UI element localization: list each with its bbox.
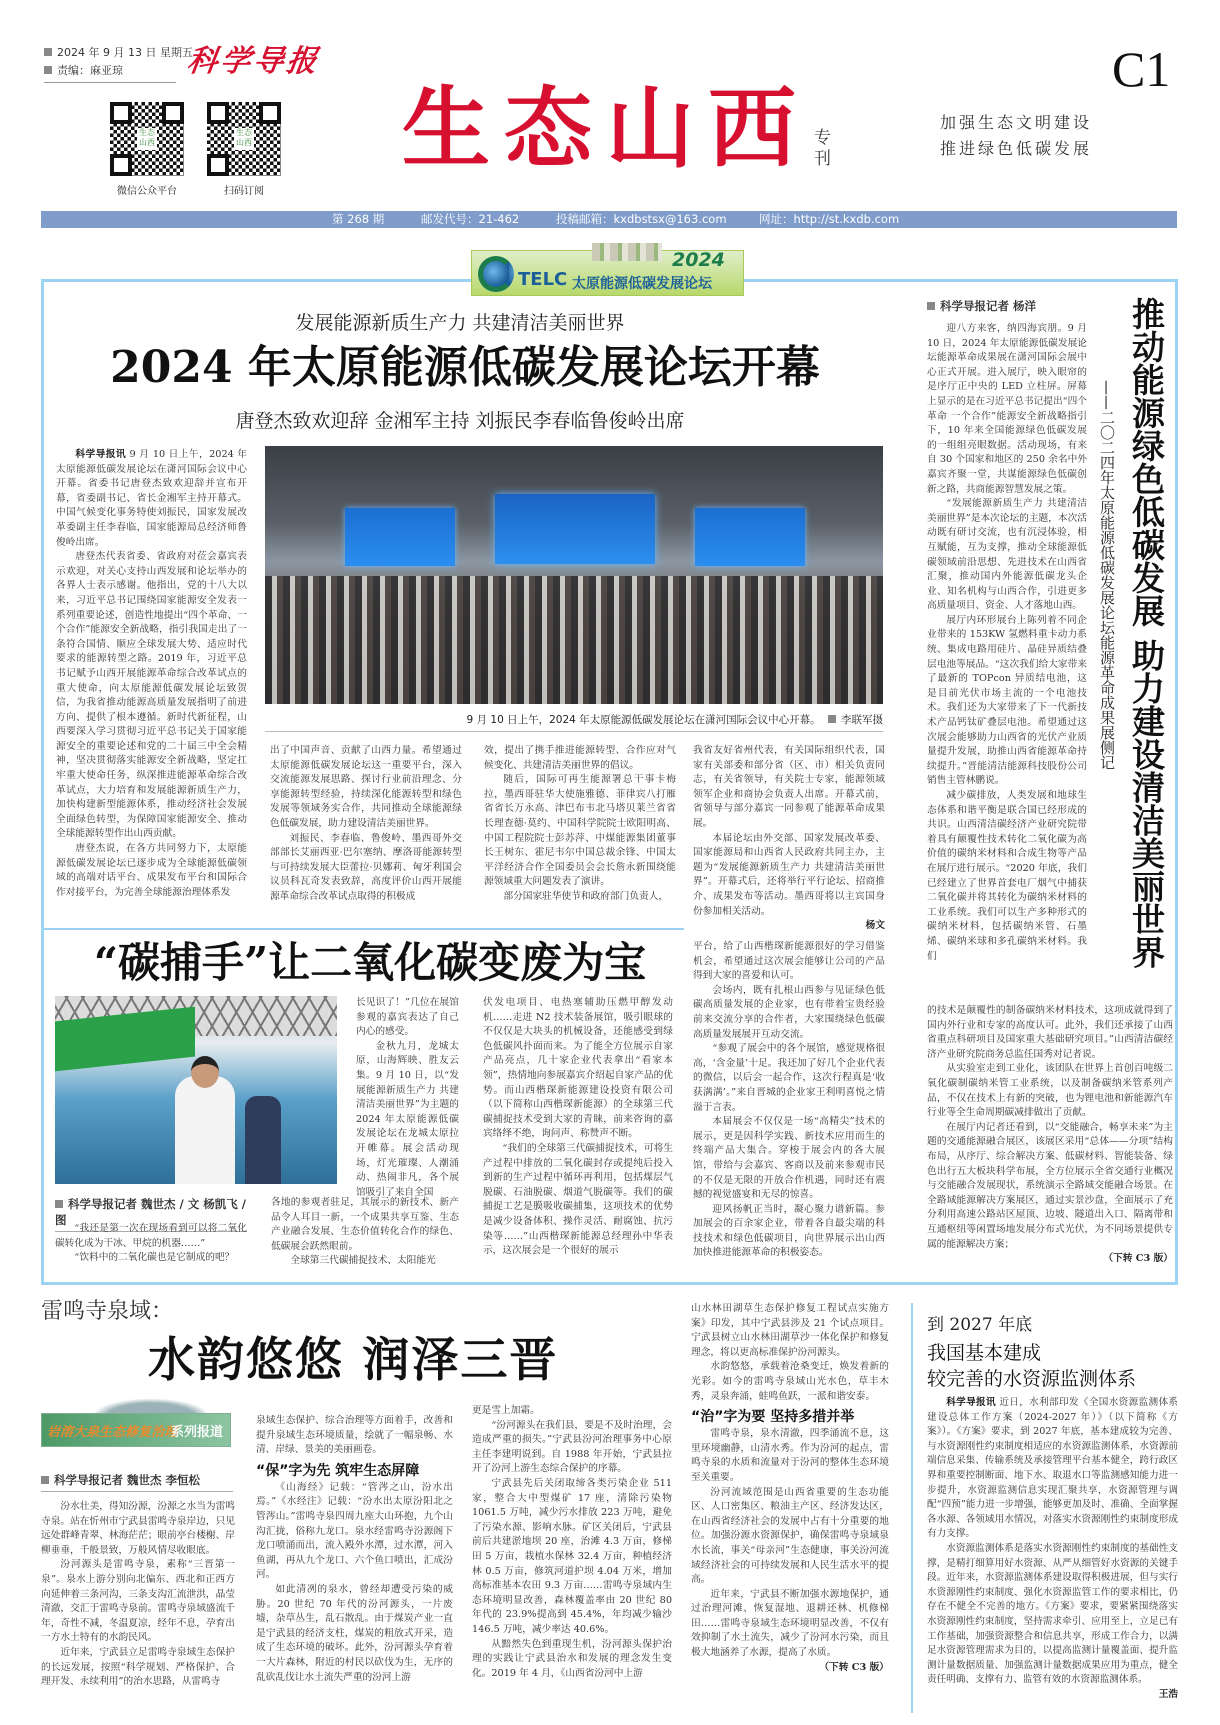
side-subtitle-vertical: ——二〇二四年太原能源低碳发展论坛能源革命成果展侧记 [1098, 380, 1116, 770]
main-article-col-1 [56, 448, 247, 900]
carbon-col-narrow [356, 996, 459, 1200]
section-heading: “治”字为要 坚持多措并举 [691, 1409, 855, 1426]
exhibition-photo[interactable] [55, 996, 337, 1184]
carbon-headline: “碳捕手”让二氧化碳变废为宝 [93, 938, 647, 987]
audience [265, 576, 883, 704]
paragraph: 唐登杰代表省委、省政府对莅会嘉宾表示欢迎，对关心支持山西发展和论坛举办的各界人士表示感谢。他指出，党的十八大以来，习近平总书记围绕国家能源安全发表一系列重要论述，创造性地提出“四个革命、一个合作”能源安全新战略，指引我国走出了一条符合国情、顺应全球发展大势、适应时代要求的能源转型之路。2019 年，习近平总书记赋予山西开展能源革命综合改革试点的重大使命，向太原能源低碳发展论坛致贺信，为我省推动能源高质量发展指明了前进方向、提供了根本遵循。新时代新征程，山西要深入学习贯彻习近平总书记关于国家能源安全的重要论述和党的二十届三中全会精神，坚决贯彻落实能源安全新战略，坚定扛牢重大使命任务，纵深推进能源革命综合改革试点，大力培育和发展能源新质生产力，加快构建新型能源体系，推动经济社会发展全面绿色转型，为保障国家能源安全、推动全球能源转型作出山西贡献。 [56, 551, 247, 840]
date-text: 2024 年 9 月 13 日 星期五 [57, 46, 193, 59]
monitoring-headline-1: 我国基本建成 [927, 1342, 1042, 1364]
bullet-square [55, 1200, 63, 1208]
paragraph: 我省友好省州代表，有关国际组织代表，国家有关部委和部分省（区、市）相关负责同志，有关省领导，有关院士专家，能源领域领军企业和商协会负责人出席。开幕式前，省领导与部分嘉宾一同参观了能源革命成果展。 [693, 745, 885, 829]
water-col-3 [472, 1404, 672, 1681]
paragraph: 9 月 10 日上午，2024 年太原能源低碳发展论坛在潇河国际会议中心开幕。省委书记唐登杰致欢迎辞并宣布开幕，省委副书记、省长金湘军主持开幕式。中国气候变化事务特使刘振民，国家发展改革委副主任李春临，国家能源局总经济师鲁俊岭出席。 [56, 449, 247, 548]
city-skyline-graphic [592, 243, 662, 261]
main-deck: 唐登杰致欢迎辞 金湘军主持 刘振民李春临鲁俊岭出席 [235, 410, 685, 432]
paragraph: 雷鸣寺泉，泉水清澈，四季涌流不息，这里环境幽静，山清水秀。作为汾河的起点，雷鸣寺泉的水质和流量对于汾河的整体生态环境至关重要。 [691, 1428, 889, 1483]
qr-code-subscribe[interactable] [205, 100, 283, 178]
paragraph: 迎风扬帆正当时，凝心聚力谱新篇。参加展会的百余家企业，带着各自最尖端的科技技术和绿色低碳项目，向世界展示出山西加快推进能源革命的积极姿态。 [693, 1203, 885, 1259]
paragraph: 本届展会不仅仅是一场“高精尖”技术的展示，更是因科学实践、新技术应用而生的终端产品大集合。穿梭于展会内的各大展馆，带给与会嘉宾、客商以及前来参观市民的不仅是无限的开放合作机遇，同时还有震撼的视觉盛宴和无尽的惊喜。 [693, 1116, 885, 1201]
paragraph: 刘振民、李春临、鲁俊岭、墨西哥外交部部长艾丽西亚·巴尔塞纳、摩洛哥能源转型与可持续发展大臣蕾拉·贝娜莉、匈牙利国会议员科瓦奇发表致辞，高度评价山西开展能源革命综合改革试点取得的积极成 [270, 832, 462, 902]
stage-screen-left [345, 508, 455, 566]
paragraph: 效，提出了携手推进能源转型、合作应对气候变化、共建清洁美丽世界的倡议。 [484, 745, 676, 771]
bullet-square [44, 66, 52, 74]
section-heading: “保”字为先 筑牢生态屏障 [256, 1462, 420, 1479]
paper-logo: 科学导报 [185, 44, 322, 79]
paragraph: 汾水壮美，得知汾源，汾源之水当为雷鸣寺泉。站在忻州市宁武县雷鸣寺泉岸边，只见远处群峰青翠、林海茫茫；眼前亭台楼榭、岸柳垂垂，千般景致，万般风情尽收眼底。 [41, 1501, 235, 1556]
byline-text: 科学导报记者 魏世杰 / 文 杨凯飞 / 图 [55, 1197, 246, 1227]
water-col-1 [41, 1500, 235, 1690]
photo-credit: 李联军摄 [841, 714, 883, 726]
paragraph: 在展厅内记者还看到，以“交能融合，畅享未来”为主题的交通能源融合展区，该展区采用“总体——分项”结构布局，从序厅、综合解决方案、低碳材料、智能装备、绿色出行五大板块科学布展，全方位展示全省交通行业概况与交能融合发展现状，系统演示全路域交能融合场景。在全路域能源解决方案展区，通过实景沙盘，全面展示了充分利用高速公路站区屋顶、边坡、隧道出入口、隔离带和互通枢纽等闲置场地发展分布式光伏，为不同场景提供专属的能源解决方案； [927, 1121, 1173, 1250]
forum-year: 2024 [672, 249, 725, 271]
paragraph: “我还是第一次在现场看到可以将二氧化碳转化成为干冰、甲烷的机器……” [55, 1223, 247, 1249]
issue-date [44, 44, 193, 60]
qr-label-subscribe: 扫码订阅 [224, 186, 264, 197]
column-divider [911, 1303, 913, 1713]
bullet-square [41, 1476, 49, 1484]
qr-center-label: 生态山西 [234, 128, 254, 150]
main-article-col-4 [693, 744, 885, 934]
paragraph: 伏发电项目、电热塞辅助压燃甲醇发动机……走进 N2 技术装备展馆，吸引眼球的不仅仅是大块头的机械设备，还能感受到绿色低碳风扑面而来。为了能全方位展示自家产品亮点，几十家企业代表拿出“看家本领”，热情地向参展嘉宾介绍起自家产品的优势。而山西楷琛新能源建设投资有限公司（以下简称山西楷琛新能源）的全球第三代碳捕捉技术受到大家的青睐，前来咨询的嘉宾络绎不绝，询问声、称赞声不断。 [483, 997, 673, 1140]
carbon-col-c [693, 940, 885, 1261]
paragraph: 水韵悠悠，承载着沧桑变迁，焕发着新的光彩。如今的雷鸣寺泉域山光水色，草丰木秀，灵泉奔涌，蛙鸣鱼跃，一派和谐安泰。 [691, 1361, 889, 1402]
monitoring-kicker: 到 2027 年底 [927, 1315, 1033, 1335]
paragraph: “饮料中的二氧化碳也是它制成的吧？ [74, 1252, 235, 1264]
bullet-square [927, 302, 935, 310]
paragraph: 水资源监测体系是落实水资源刚性约束制度的基础性支撑，是精打细算用好水资源、从严从细管好水资源的关键手段。近年来，水资源监测体系建设取得积极进展，但与实行水资源刚性约束制度、强化水资源监管工作的要求相比，仍存在不健全不完善的地方。《方案》要求，要紧紧围绕落实水资源刚性约束制度，坚持需求牵引、应用至上，立足已有工作基础，加强资源整合和信息共享，形成工作合力，以满足水资源管理需求为目的，以提高监测计量覆盖面、提升监测计量数据质量、加强监测计量数据成果应用为重点，健全责任明确、支撑有力、监管有效的水资源监测体系。 [927, 1542, 1178, 1686]
paragraph: 减少碳排放，人类发展和地球生态体系和谐平衡是联合国已经形成的共识。山西清洁碳经济产业研究院带着具有颠覆性技术转化二氧化碳为高价值的碳纳米材料和合成生物等产品在展厅进行展示。“2020 年底，我们已经建立了世界首套电厂烟气中捕获二氧化碳并将其转化为碳纳米材料的工业系统。我们可以生产多种形式的碳纳米材料，包括碳纳米管、石墨烯、碳纳米球和多孔碳纳米材料。我们 [927, 790, 1087, 962]
paragraph: “汾河源头在我们县，要是不及时治理，会造成严重的损失。”宁武县汾河治理事务中心原主任李建明说到。自 1988 年开始，宁武县拉开了汾河上游生态综合保护的序幕。 [472, 1419, 672, 1475]
paragraph: 随后，国际可再生能源署总干事卡梅拉，墨西哥驻华大使施雅德、菲律宾八打雁省省长万永高、津巴布韦北马塔贝莱兰省省长理查德·莫约、中国科学院院士欧阳明高、中国工程院院士彭苏萍、中煤能源集团董事长王树东、霍尼韦尔中国总裁余锋、中国太平洋经济合作全国委员会会长詹永新围绕能源领域重大问题发表了演讲。 [484, 774, 676, 888]
postal-code: 邮发代号：21-462 [421, 212, 520, 226]
photo-caption [265, 712, 883, 732]
paragraph: “发展能源新质生产力 共建清洁美丽世界”是本次论坛的主题，本次活动既有研讨交流，也有沉浸体验，相互赋能，互为支撑，推动全球能源低碳领域前沿思想、先进技术在山西省汇聚，推动国内外能源低碳龙头企业、知名机构与山西合作，引进更多高质量项目、资金、人才落地山西。 [927, 498, 1087, 612]
paragraph: 近年来，宁武县不断加强水源地保护，通过治理河滩、恢复湿地、退耕还林、机修梯田……雷鸣寺泉域生态环境明显改善，不仅有效抑制了水土流失，减少了汾河水污染，而且极大地涵养了水源，提高了水质。 [691, 1588, 889, 1659]
issue-number: 第 268 期 [332, 212, 385, 226]
water-col-2 [256, 1414, 453, 1685]
paragraph: “我们的全球第三代碳捕捉技术，可将生产过程中排放的二氧化碳封存或提纯后投入到新的生产过程中循环再利用，包括煤层气脱碳、石油脱碳、烟道气脱碳等。我们的碳捕捉工艺是膜吸收碳捕集，这项技术的优势是减少设备体积、操作灵活、耐腐蚀、抗污染等……”山西楷琛新能源总经理孙中华表示，这次展会是一个很好的展示 [483, 1142, 673, 1257]
lead-tag: 科学导报讯 [946, 1397, 996, 1408]
slogan-2: 推进绿色低碳发展 [940, 139, 1093, 158]
main-article-col-3 [484, 744, 676, 905]
water-kicker: 雷鸣寺泉域： [41, 1299, 174, 1324]
continued-link[interactable]: （下转 C3 版） [819, 1661, 889, 1673]
series-banner [41, 1395, 231, 1449]
paragraph: 平台，给了山西楷琛新能源很好的学习借鉴机会，希望通过这次展会能够让公司的产品得到大家的喜爱和认可。 [693, 941, 885, 982]
qr-code-wechat[interactable] [108, 100, 186, 178]
continued-link[interactable]: （下转 C3 版） [1103, 1253, 1173, 1265]
carbon-col-b [483, 996, 673, 1259]
paragraph: 出了中国声音、贡献了山西力量。希望通过太原能源低碳发展论坛这一重要平台，深入交流能源发展思路、探讨行业前沿理念、分享能源转型经验，持续深化能源转型和绿色发展等领域务实合作，共同推动全球能源绿色低碳发展，助力建设清洁美丽世界。 [270, 745, 462, 829]
paragraph: 全球第三代碳捕捉技术、太阳能光 [290, 1255, 436, 1267]
series-banner-label: 系列报道 [171, 1425, 224, 1440]
paragraph: 唐登杰说，在各方共同努力下，太原能源低碳发展论坛已逐步成为全球能源低碳领域的高端对话平台、成果发布平台和国际合作对接平台，为完善全球能源治理体系发 [56, 843, 247, 898]
monitoring-headline-2: 较完善的水资源监测体系 [927, 1368, 1137, 1390]
carbon-col-left [55, 1222, 247, 1266]
bullet-square [44, 48, 52, 56]
paragraph: 的技术是颠覆性的制备碳纳米材料技术，这项成就得到了国内外行业和专家的高度认可。此外，我们还承接了山西省重点科研项目及国家重大基础研究项目。”山西清洁碳经济产业研究院商务总监任国秀对记者说。 [927, 1005, 1173, 1060]
paragraph: 泉域生态保护、综合治理等方面着手，改善和提升泉域生态环境质量，绘就了一幅泉畅、水清、岸绿、景美的美丽画卷。 [256, 1415, 453, 1456]
side-article-upper [927, 322, 1087, 964]
paragraph: 长见识了！”几位在展馆参观的嘉宾表达了自己内心的感受。 [356, 997, 459, 1038]
paragraph: 从实验室走到工业化，该团队在世界上首创百吨级二氧化碳制碳纳米管工业系统，以及制备碳纳米管系列产品，不仅在技术上有新的突破，也为锂电池和新能源汽车行业等全生命周期碳减排做出了贡献。 [927, 1063, 1173, 1119]
series-banner-title: 岩溶大泉生态修复治理 [47, 1425, 178, 1440]
editor-line [44, 62, 176, 83]
side-article-lower [927, 1004, 1173, 1267]
forum-emblem-icon [478, 256, 514, 292]
visitor-figure [245, 1096, 281, 1184]
caption-text: 9 月 10 日上午，2024 年太原能源低碳发展论坛在潇河国际会议中心开幕。 [466, 714, 821, 726]
page-number: C1 [1112, 41, 1171, 97]
paragraph: 金秋九月，龙城太原，山海辉映、胜友云集。9 月 10 日，以“发展能源新质生产力 共建清洁美丽世界”为主题的 2024 年太原能源低碳发展论坛在龙城太原拉开帷幕。展会活动现场，灯光璀璨、人潮涌动、热闹非凡，各个展馆吸引了来自全国 [356, 1040, 459, 1198]
stage-screen-right [695, 508, 805, 566]
stage-screen-center [495, 494, 655, 564]
forum-logo [471, 250, 744, 296]
lead-tag: 科学导报讯 [75, 449, 126, 460]
paragraph: 展厅内环形展台上陈列着不同企业带来的 153KW 氢燃料重卡动力系统、集成电路用硅片、晶硅异质结叠层电池等展品。“这次我们给大家带来了最新的 TOPcon 异质结电池，这是目前光伏市场主流的一个电池技术。我们还为大家带来了下一代新技术产品钙钛矿叠层电池。希望通过这次展会能够助力山西省的光伏产业质量提升发展，助推山西省能源革命持续提升。”晋能清洁能源科技股份公司销售主管林鹏说。 [927, 614, 1087, 787]
paragraph: 从黯然失色到重现生机，汾河源头保护治理的实践让宁武县治水和发展的理念发生变化。2019 年 4 月，《山西省汾河中上游 [472, 1638, 672, 1679]
paragraph: 各地的参观者驻足，其展示的新技术、新产品令人耳目一新，一个成果共享互鉴、生态产业融合发展、生态价值转化合作的绿色、低碳展会跃然眼前。 [271, 1197, 459, 1252]
side-title-vertical: 推动能源绿色低碳发展 助力建设清洁美丽世界 [1127, 297, 1166, 969]
section-title: 生态山西 [402, 76, 811, 180]
water-col-4 [691, 1302, 889, 1675]
paragraph: 迎八方来客，纳四海宾朋。9 月 10 日，2024 年太原能源低碳发展论坛能源革命成果展在潇河国际会展中心正式开展。进入展厅，映入眼帘的是序厅正中央的 LED 立柱屏。屏幕上显示的是在习近平总书记提出“四个革命 一个合作”能源安全新战略指引下，10 年来全国能源绿色低碳发展的一组组亮眼数据。活动现场，有来自 30 个国家和地区的 250 余名中外嘉宾齐聚一堂，共谋能源绿色低碳创新之路，共商能源智慧发展之策。 [927, 323, 1087, 495]
author: 杨文 [865, 920, 885, 932]
presenter-figure [175, 1076, 235, 1184]
section-divider [44, 928, 684, 930]
conference-photo[interactable] [265, 446, 883, 704]
paragraph: 会场内，既有扎根山西参与见证绿色低碳高质量发展的企业家，也有带着宝贵经验前来交流分享的合作者，大家围绕绿色低碳高质量发展展开互动交流。 [693, 984, 885, 1040]
paragraph: 汾河源头是雷鸣寺泉，素称“三晋第一泉”。泉水上游分别向北偏东、西北和正西方向延伸着三条河沟，三条支沟汇流泄洪，晶莹清澈，交汇于雷鸣寺泉前。雷鸣寺泉域盛流千年，奇性不减，冬温夏凉，经年不息，孕育出一方水土特有的水韵民风。 [41, 1559, 235, 1644]
paragraph: 本届论坛由外交部、国家发展改革委、国家能源局和山西省人民政府共同主办，主题为“发展能源新质生产力 共建清洁美丽世界”。开幕式后，还将举行平行论坛、招商推介、成果发布等活动。墨西哥将以主宾国身份参加相关活动。 [693, 832, 885, 917]
byline-text: 科学导报记者 杨洋 [940, 299, 1037, 313]
side-byline [927, 298, 1077, 317]
info-bar [41, 211, 1177, 228]
slogan-1: 加强生态文明建设 [940, 113, 1093, 132]
qr-center-label: 生态山西 [137, 128, 157, 150]
paragraph: 宁武县先后关闭取缔各类污染企业 511 家，整合大中型煤矿 17 座，清除污染物 1061.5 万吨，减少污水排放 223 万吨，避免了污染水源、影响水脉。矿区关闭后，宁武县前后共建淤地坝 20 座，治滩 4.3 万亩，修梯田 5 万亩，栽植水保林 32.4 万亩，种植经济林 0.5 万亩，修筑河道护坝 4.04 万米，增加高标准基本农田 9.3 万亩……雷鸣寺泉域内生态环境明显改善，森林覆盖率由 20 世纪 80 年代的 23.9%提高到 45.4%，年均减少输沙 146.5 万吨，减少率达 40.6%。 [472, 1477, 672, 1635]
author: 王浩 [1158, 1688, 1178, 1700]
byline-text: 科学导报记者 魏世杰 李恒松 [54, 1473, 201, 1487]
website-link[interactable]: 网址：http://st.kxdb.com [759, 212, 900, 226]
paragraph: 如此清冽的泉水，曾经却遭受污染的威胁。20 世纪 70 年代的汾河源头，一片废墟，杂草丛生，乱石散乱。由于煤炭产业一直是宁武县的经济支柱，煤炭的粗放式开采，造成了生态环境的破坏。此外，汾河源头孕育着一大片森林，附近的村民以砍伐为生，无序的乱砍乱伐让水土流失严重的汾河上游 [256, 1583, 453, 1683]
section-suffix: 专刊 [814, 128, 831, 169]
paragraph: 《山海经》记载：“管涔之山，汾水出焉。”《水经注》记载：“汾水出太原汾阳北之管涔山。”雷鸣寺泉四周九座大山环抱，九个山沟汇拢，俗称九龙口。泉水经雷鸣寺汾源阁下龙口喷涌而出，流入殿外水潭，过水潭，河入鱼湖，再从九个龙口、六个鱼口喷出，汇成汾河。 [256, 1481, 453, 1581]
monitoring-body [927, 1396, 1178, 1702]
paragraph: 更是雪上加霜。 [472, 1405, 540, 1416]
carbon-col-wide [271, 1196, 459, 1269]
qr-label-wechat: 微信公众平台 [117, 186, 177, 197]
paragraph: 近年来，宁武县立足雷鸣寺泉域生态保护的长远发展，按照“科学规划、严格保护、合理开发、永续利用”的治水思路，从雷鸣寺 [41, 1646, 235, 1688]
forum-name: 太原能源低碳发展论坛 [572, 276, 712, 292]
bullet-square [828, 715, 836, 723]
water-byline [41, 1472, 233, 1492]
water-headline: 水韵悠悠 润泽三晋 [148, 1333, 559, 1388]
editor-text: 责编：麻亚琼 [57, 64, 123, 77]
paragraph: 近日，水利部印发《全国水资源监测体系建设总体工作方案（2024-2027 年）》（以下简称《方案》）。《方案》要求，到 2027 年底，基本建成较为完善、与水资源刚性约束制度相适应的水资源监测体系，水资源前端信息采集、传输系统及承接管理平台基本健全，跨行政区界和重要控制断面、地下水、取退水口等监测感知能力进一步提升，水资源监测信息实现汇聚共享，水资源管理与调配“四预”能力进一步增强，能够更加及时、准确、全面掌握各水源、各领域用水情况，对落实水资源刚性约束制度形成有力支撑。 [927, 1397, 1178, 1540]
main-subhead: 发展能源新质生产力 共建清洁美丽世界 [295, 312, 625, 334]
paragraph: 汾河流域范围是山西省重要的生态功能区、人口密集区、粮油主产区、经济发达区，在山西省经济社会的发展中占有十分重要的地位。加强汾源水资源保护，确保雷鸣寺泉域泉水长流，事关“母亲河”生态健康，事关汾河流域经济社会的可持续发展和人民生活水平的提高。 [691, 1486, 889, 1586]
main-article-col-2 [270, 744, 462, 905]
presenter-head [191, 1056, 219, 1088]
forum-abbr: TELC [518, 269, 568, 290]
paragraph: “参观了展会中的各个展馆，感觉规格很高，‘含金量’十足。我还加了好几个企业代表的微信，以后会一起合作，这次行程真是‘收获满满’。”来自晋城的企业家王利明喜悦之情溢于言表。 [693, 1043, 885, 1113]
main-headline: 2024 年太原能源低碳发展论坛开幕 [110, 342, 820, 393]
paragraph: 山水林田湖草生态保护修复工程试点实施方案》印发，其中宁武县涉及 21 个试点项目。宁武县树立山水林田湖草沙一体化保护和修复理念，将以更高标准保护汾河源头。 [691, 1303, 889, 1358]
paragraph: 部分国家驻华使节和政府部门负责人， [503, 890, 669, 902]
submission-email[interactable]: 投稿邮箱：kxdbstsx@163.com [556, 212, 727, 226]
